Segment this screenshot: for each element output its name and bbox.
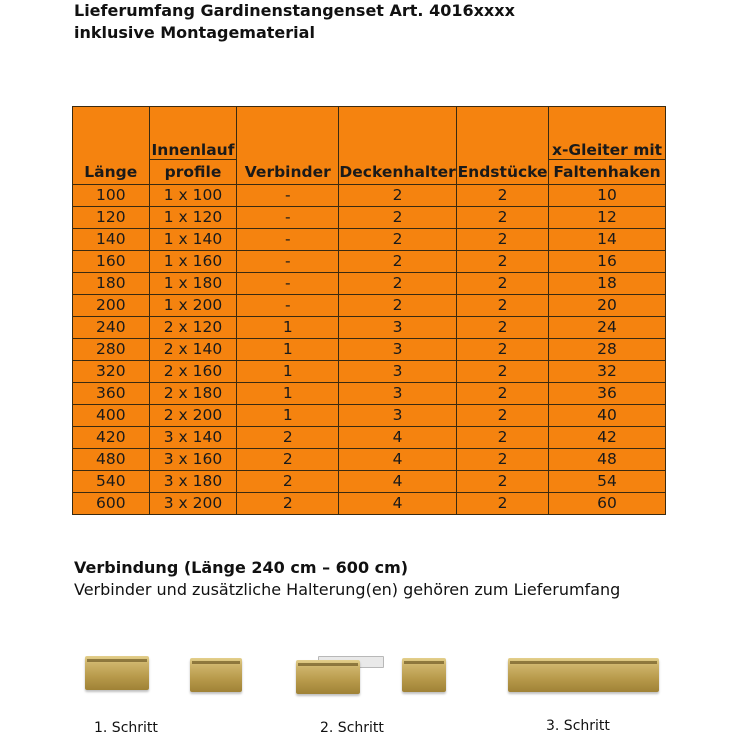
cell-verbinder: 2 (237, 427, 339, 449)
cell-laenge: 200 (73, 295, 150, 317)
cell-innenlauf: 3 x 160 (149, 449, 237, 471)
cell-gleiter: 10 (549, 185, 666, 207)
cell-verbinder: - (237, 273, 339, 295)
cell-deckenhalter: 2 (339, 273, 457, 295)
cell-gleiter: 24 (549, 317, 666, 339)
table-row (73, 405, 666, 427)
cell-verbinder: 2 (237, 471, 339, 493)
cell-gleiter: 18 (549, 273, 666, 295)
cell-deckenhalter: 2 (339, 295, 457, 317)
cell-gleiter: 12 (549, 207, 666, 229)
cell-gleiter: 48 (549, 449, 666, 471)
table-row (73, 317, 666, 339)
cell-laenge: 420 (73, 427, 150, 449)
rail-segment-image (190, 658, 242, 692)
cell-verbinder: 2 (237, 493, 339, 515)
table-row (73, 339, 666, 361)
table-row (73, 449, 666, 471)
cell-verbinder: - (237, 207, 339, 229)
cell-deckenhalter: 3 (339, 361, 457, 383)
cell-innenlauf: 1 x 160 (149, 251, 237, 273)
cell-gleiter: 36 (549, 383, 666, 405)
table-row (73, 295, 666, 317)
header-innenlauf-line1: Innenlauf (149, 107, 237, 160)
cell-deckenhalter: 4 (339, 449, 457, 471)
cell-endstuecke: 2 (457, 229, 549, 251)
cell-endstuecke: 2 (457, 273, 549, 295)
cell-innenlauf: 2 x 140 (149, 339, 237, 361)
cell-innenlauf: 2 x 160 (149, 361, 237, 383)
cell-laenge: 160 (73, 251, 150, 273)
step-3-label: 3. Schritt (546, 718, 610, 734)
header-blank-verbinder (237, 107, 339, 160)
table-row (73, 207, 666, 229)
cell-deckenhalter: 4 (339, 427, 457, 449)
header-laenge: Länge (73, 160, 150, 185)
cell-laenge: 480 (73, 449, 150, 471)
cell-endstuecke: 2 (457, 405, 549, 427)
header-blank-deckenhalter (339, 107, 457, 160)
cell-verbinder: 1 (237, 383, 339, 405)
cell-deckenhalter: 4 (339, 471, 457, 493)
cell-endstuecke: 2 (457, 493, 549, 515)
cell-verbinder: 1 (237, 317, 339, 339)
cell-verbinder: - (237, 229, 339, 251)
cell-innenlauf: 1 x 200 (149, 295, 237, 317)
cell-gleiter: 28 (549, 339, 666, 361)
cell-endstuecke: 2 (457, 361, 549, 383)
step-1-label: 1. Schritt (94, 720, 158, 736)
table-row (73, 273, 666, 295)
cell-innenlauf: 1 x 140 (149, 229, 237, 251)
cell-endstuecke: 2 (457, 185, 549, 207)
cell-verbinder: 1 (237, 339, 339, 361)
cell-endstuecke: 2 (457, 339, 549, 361)
cell-deckenhalter: 3 (339, 339, 457, 361)
cell-laenge: 240 (73, 317, 150, 339)
joined-rail-image (508, 658, 659, 692)
cell-laenge: 320 (73, 361, 150, 383)
cell-innenlauf: 3 x 180 (149, 471, 237, 493)
cell-endstuecke: 2 (457, 449, 549, 471)
cell-innenlauf: 1 x 180 (149, 273, 237, 295)
cell-innenlauf: 2 x 120 (149, 317, 237, 339)
header-endstuecke: Endstücke (457, 160, 549, 185)
cell-innenlauf: 2 x 200 (149, 405, 237, 427)
table-row (73, 427, 666, 449)
cell-verbinder: - (237, 295, 339, 317)
cell-verbinder: 2 (237, 449, 339, 471)
cell-endstuecke: 2 (457, 471, 549, 493)
cell-deckenhalter: 2 (339, 207, 457, 229)
cell-laenge: 540 (73, 471, 150, 493)
cell-gleiter: 20 (549, 295, 666, 317)
cell-laenge: 120 (73, 207, 150, 229)
cell-innenlauf: 2 x 180 (149, 383, 237, 405)
document-title (74, 0, 515, 44)
rail-segment-image (296, 660, 360, 694)
table-row (73, 471, 666, 493)
title-line-2: inklusive Montagematerial (74, 23, 315, 42)
cell-gleiter: 54 (549, 471, 666, 493)
cell-gleiter: 14 (549, 229, 666, 251)
cell-endstuecke: 2 (457, 207, 549, 229)
header-innenlauf-line2: profile (149, 160, 237, 185)
cell-laenge: 360 (73, 383, 150, 405)
cell-innenlauf: 1 x 120 (149, 207, 237, 229)
table-row (73, 361, 666, 383)
cell-deckenhalter: 3 (339, 317, 457, 339)
section-subtext: Verbinder und zusätzliche Halterung(en) gehören zum Lieferumfang (74, 580, 621, 599)
cell-deckenhalter: 3 (339, 383, 457, 405)
table-row (73, 493, 666, 515)
cell-laenge: 180 (73, 273, 150, 295)
header-blank-laenge (73, 107, 150, 160)
table-row (73, 229, 666, 251)
cell-laenge: 400 (73, 405, 150, 427)
rail-segment-image (85, 656, 149, 690)
cell-deckenhalter: 4 (339, 493, 457, 515)
cell-deckenhalter: 2 (339, 185, 457, 207)
cell-laenge: 280 (73, 339, 150, 361)
delivery-scope-table (72, 106, 666, 515)
cell-innenlauf: 1 x 100 (149, 185, 237, 207)
cell-deckenhalter: 2 (339, 251, 457, 273)
cell-endstuecke: 2 (457, 295, 549, 317)
cell-laenge: 100 (73, 185, 150, 207)
table-row (73, 185, 666, 207)
cell-verbinder: 1 (237, 405, 339, 427)
section-heading: Verbindung (Länge 240 cm – 600 cm) (74, 558, 409, 577)
header-blank-endstuecke (457, 107, 549, 160)
title-line-1: Lieferumfang Gardinenstangenset Art. 4016xxxx (74, 1, 515, 20)
header-gleiter-line1: x-Gleiter mit (549, 107, 666, 160)
cell-endstuecke: 2 (457, 317, 549, 339)
table-row (73, 251, 666, 273)
cell-innenlauf: 3 x 140 (149, 427, 237, 449)
cell-endstuecke: 2 (457, 383, 549, 405)
cell-gleiter: 60 (549, 493, 666, 515)
cell-gleiter: 40 (549, 405, 666, 427)
table-row (73, 383, 666, 405)
cell-deckenhalter: 2 (339, 229, 457, 251)
cell-gleiter: 16 (549, 251, 666, 273)
header-verbinder: Verbinder (237, 160, 339, 185)
cell-laenge: 600 (73, 493, 150, 515)
cell-innenlauf: 3 x 200 (149, 493, 237, 515)
step-2-label: 2. Schritt (320, 720, 384, 736)
header-deckenhalter: Deckenhalter (339, 160, 457, 185)
cell-endstuecke: 2 (457, 251, 549, 273)
header-gleiter-line2: Faltenhaken (549, 160, 666, 185)
table-body (73, 185, 666, 515)
cell-verbinder: - (237, 185, 339, 207)
cell-verbinder: 1 (237, 361, 339, 383)
cell-endstuecke: 2 (457, 427, 549, 449)
cell-gleiter: 32 (549, 361, 666, 383)
cell-gleiter: 42 (549, 427, 666, 449)
cell-verbinder: - (237, 251, 339, 273)
cell-laenge: 140 (73, 229, 150, 251)
rail-segment-image (402, 658, 446, 692)
cell-deckenhalter: 3 (339, 405, 457, 427)
